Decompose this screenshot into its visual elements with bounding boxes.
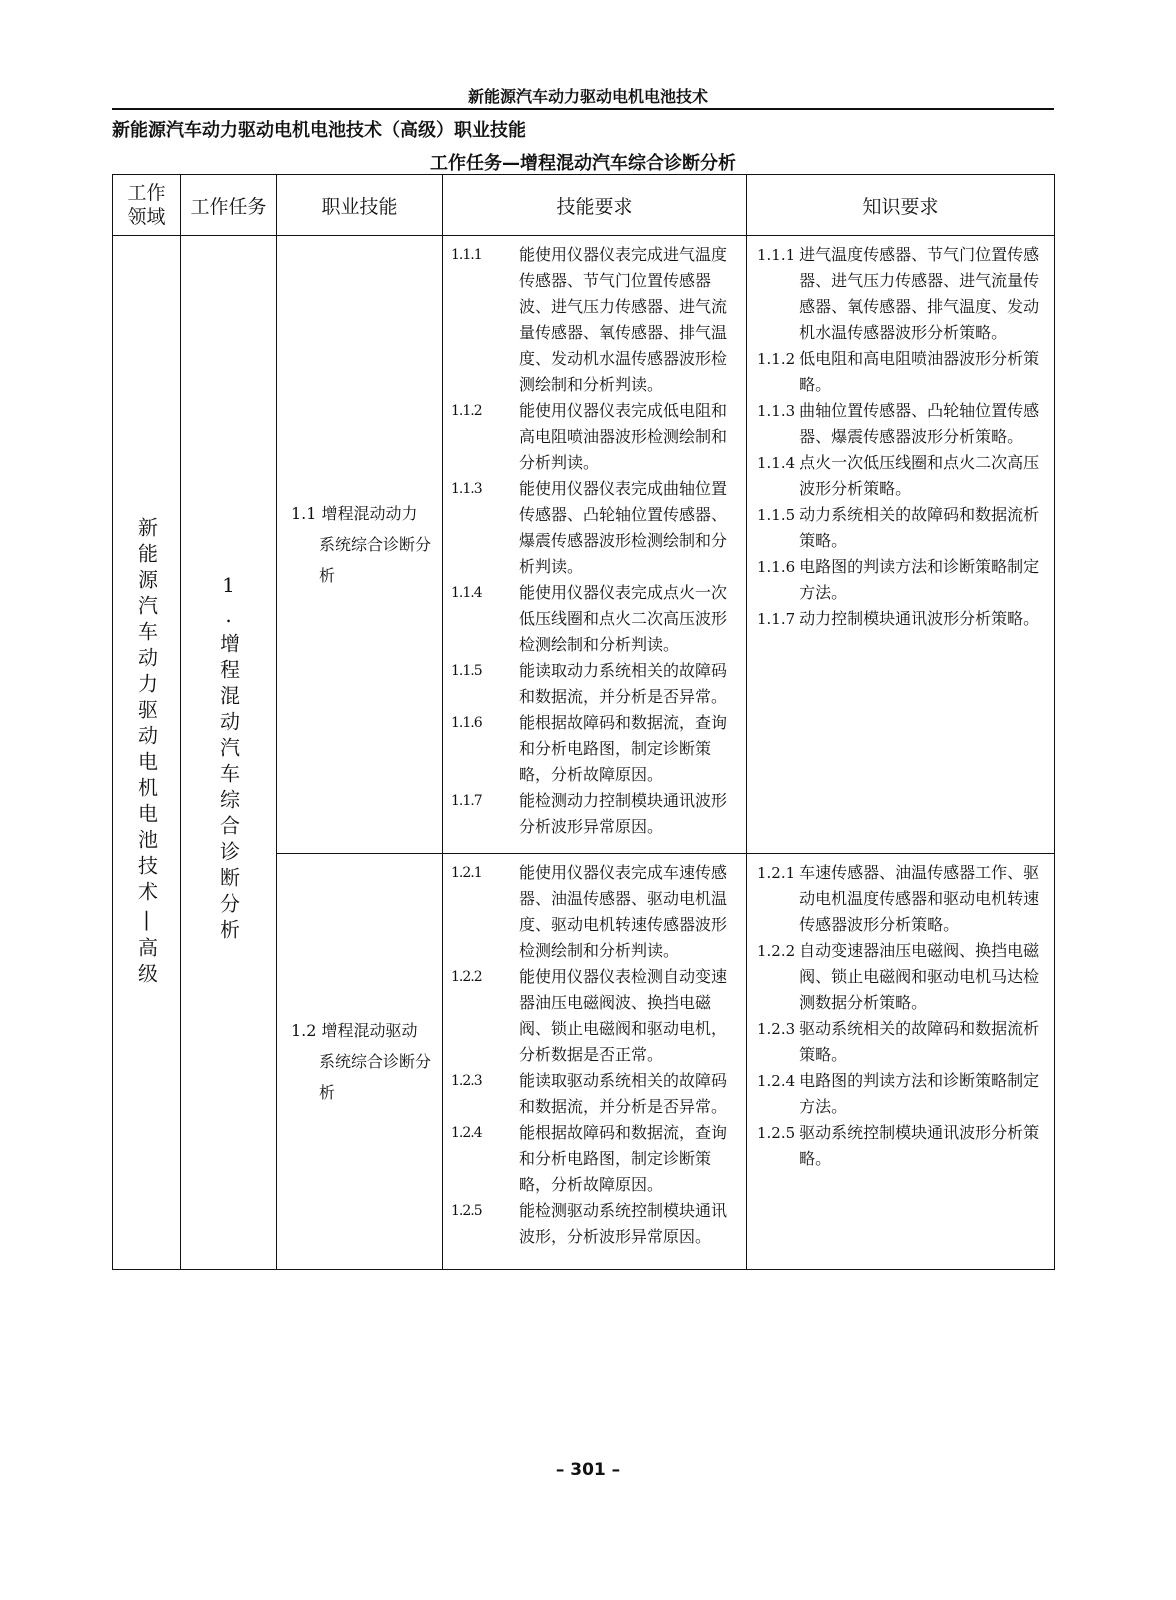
requirement-number: 1.1.5 <box>451 663 482 679</box>
requirement-number: 1.2.1 <box>451 865 482 881</box>
skill-cell <box>277 854 443 1270</box>
requirement-text: 能读取动力系统相关的故障码和数据流，并分析是否异常。 <box>519 661 728 706</box>
requirement-text: 能根据故障码和数据流，查询和分析电路图，制定诊断策略，分析故障原因。 <box>519 713 728 784</box>
running-header: 新能源汽车动力驱动电机电池技术 <box>467 87 708 106</box>
skills-table <box>112 174 1055 1270</box>
knowledge-requirement-item <box>757 1120 1048 1172</box>
knowledge-text: 自动变速器油压电磁阀、换挡电磁阀、锁止电磁阀和驱动电机马达检测数据分析策略。 <box>799 941 1040 1012</box>
header-skill: 职业技能 <box>277 175 443 236</box>
skill-requirement-item <box>451 1198 742 1250</box>
skill-requirements-cell <box>443 236 747 854</box>
skill-requirement-item <box>451 398 742 476</box>
page-number: – 301 – <box>555 1460 621 1480</box>
skill-requirement-item <box>451 788 742 840</box>
knowledge-text: 进气温度传感器、节气门位置传感器、进气压力传感器、进气流量传感器、氧传感器、排气温度、发动机水温传感器波形分析策略。 <box>799 245 1040 342</box>
knowledge-requirements-cell <box>747 854 1055 1270</box>
requirement-number: 1.2.2 <box>451 969 482 985</box>
knowledge-number: 1.1.6 <box>757 558 796 576</box>
requirement-text: 能使用仪器仪表完成低电阻和高电阻喷油器波形检测绘制和分析判读。 <box>519 401 728 472</box>
knowledge-number: 1.2.5 <box>757 1124 796 1142</box>
knowledge-requirements-cell <box>747 236 1055 854</box>
header-rule <box>112 108 1054 110</box>
requirement-number: 1.1.7 <box>451 793 482 809</box>
requirement-text: 能检测动力控制模块通讯波形分析波形异常原因。 <box>519 791 728 836</box>
knowledge-text: 动力系统相关的故障码和数据流析策略。 <box>799 505 1040 550</box>
knowledge-number: 1.1.1 <box>757 246 796 264</box>
table-row <box>113 236 1055 854</box>
knowledge-requirement-item <box>757 606 1048 632</box>
skill-requirement-item <box>451 964 742 1068</box>
skill-requirement-item <box>451 242 742 398</box>
knowledge-requirement-item <box>757 398 1048 450</box>
knowledge-text: 电路图的判读方法和诊断策略制定方法。 <box>799 557 1040 602</box>
skill-requirement-item <box>451 658 742 710</box>
requirement-text: 能使用仪器仪表完成点火一次低压线圈和点火二次高压波形检测绘制和分析判读。 <box>519 583 728 654</box>
header-domain: 工作领域 <box>113 175 181 236</box>
knowledge-text: 电路图的判读方法和诊断策略制定方法。 <box>799 1071 1040 1116</box>
document-title: 新能源汽车动力驱动电机电池技术（高级）职业技能 <box>112 120 526 141</box>
requirement-number: 1.2.3 <box>451 1073 482 1089</box>
requirement-number: 1.1.6 <box>451 715 482 731</box>
requirement-number: 1.1.2 <box>451 403 482 419</box>
knowledge-number: 1.1.4 <box>757 454 796 472</box>
requirement-text: 能根据故障码和数据流，查询和分析电路图，制定诊断策略，分析故障原因。 <box>519 1123 728 1194</box>
knowledge-text: 低电阻和高电阻喷油器波形分析策略。 <box>799 349 1040 394</box>
knowledge-number: 1.2.1 <box>757 864 796 882</box>
table-header-row <box>113 175 1055 236</box>
requirement-number: 1.1.4 <box>451 585 482 601</box>
knowledge-number: 1.2.4 <box>757 1072 796 1090</box>
requirement-text: 能读取驱动系统相关的故障码和数据流，并分析是否异常。 <box>519 1071 728 1116</box>
knowledge-requirement-item <box>757 242 1048 346</box>
work-task-text: 1.增程混动汽车综合诊断分析 <box>216 572 241 945</box>
requirement-number: 1.1.3 <box>451 481 482 497</box>
header-skill-requirements: 技能要求 <box>443 175 747 236</box>
skill-requirement-item <box>451 710 742 788</box>
knowledge-number: 1.1.2 <box>757 350 796 368</box>
table-caption: 工作任务—增程混动汽车综合诊断分析 <box>430 153 736 174</box>
skill-name: 1.2 增程混动驱动系统综合诊断分析 <box>291 1021 432 1102</box>
knowledge-number: 1.1.5 <box>757 506 796 524</box>
knowledge-requirement-item <box>757 502 1048 554</box>
knowledge-number: 1.2.2 <box>757 942 796 960</box>
skill-name: 1.1 增程混动动力系统综合诊断分析 <box>291 504 432 585</box>
knowledge-requirement-item <box>757 450 1048 502</box>
requirement-text: 能使用仪器仪表完成曲轴位置传感器、凸轮轴位置传感器、爆震传感器波形检测绘制和分析判读。 <box>519 479 728 576</box>
header-task: 工作任务 <box>181 175 277 236</box>
knowledge-requirement-item <box>757 1016 1048 1068</box>
knowledge-text: 车速传感器、油温传感器工作、驱动电机温度传感器和驱动电机转速传感器波形分析策略。 <box>799 863 1040 934</box>
knowledge-number: 1.1.3 <box>757 402 796 420</box>
knowledge-text: 驱动系统控制模块通讯波形分析策略。 <box>799 1123 1040 1168</box>
knowledge-text: 曲轴位置传感器、凸轮轴位置传感器、爆震传感器波形分析策略。 <box>799 401 1040 446</box>
requirement-text: 能使用仪器仪表检测自动变速器油压电磁阀波、换挡电磁阀、锁止电磁阀和驱动电机，分析数据是否正常。 <box>519 967 728 1064</box>
knowledge-text: 动力控制模块通讯波形分析策略。 <box>799 609 1040 628</box>
knowledge-requirement-item <box>757 860 1048 938</box>
skill-requirement-item <box>451 476 742 580</box>
requirement-text: 能使用仪器仪表完成车速传感器、油温传感器、驱动电机温度、驱动电机转速传感器波形检测绘制和分析判读。 <box>519 863 728 960</box>
skill-requirement-item <box>451 580 742 658</box>
knowledge-text: 驱动系统相关的故障码和数据流析策略。 <box>799 1019 1040 1064</box>
requirement-number: 1.2.4 <box>451 1125 482 1141</box>
skill-requirements-cell <box>443 854 747 1270</box>
knowledge-number: 1.2.3 <box>757 1020 796 1038</box>
requirement-number: 1.1.1 <box>451 247 482 263</box>
work-task-cell <box>181 236 277 1270</box>
knowledge-text: 点火一次低压线圈和点火二次高压波形分析策略。 <box>799 453 1040 498</box>
skill-requirement-item <box>451 860 742 964</box>
skill-requirement-item <box>451 1068 742 1120</box>
skill-requirement-item <box>451 1120 742 1198</box>
requirement-text: 能使用仪器仪表完成进气温度传感器、节气门位置传感器波、进气压力传感器、进气流量传感器、氧传感器、排气温度、发动机水温传感器波形检测绘制和分析判读。 <box>519 245 728 394</box>
knowledge-number: 1.1.7 <box>757 610 796 628</box>
header-knowledge-requirements: 知识要求 <box>747 175 1055 236</box>
knowledge-requirement-item <box>757 1068 1048 1120</box>
requirement-text: 能检测驱动系统控制模块通讯波形，分析波形异常原因。 <box>519 1201 728 1246</box>
skill-cell <box>277 236 443 854</box>
knowledge-requirement-item <box>757 938 1048 1016</box>
work-domain-cell <box>113 236 181 1270</box>
requirement-number: 1.2.5 <box>451 1203 482 1219</box>
knowledge-requirement-item <box>757 346 1048 398</box>
knowledge-requirement-item <box>757 554 1048 606</box>
work-domain-text: 新能源汽车动力驱动电机电池技术|高级 <box>134 516 159 989</box>
